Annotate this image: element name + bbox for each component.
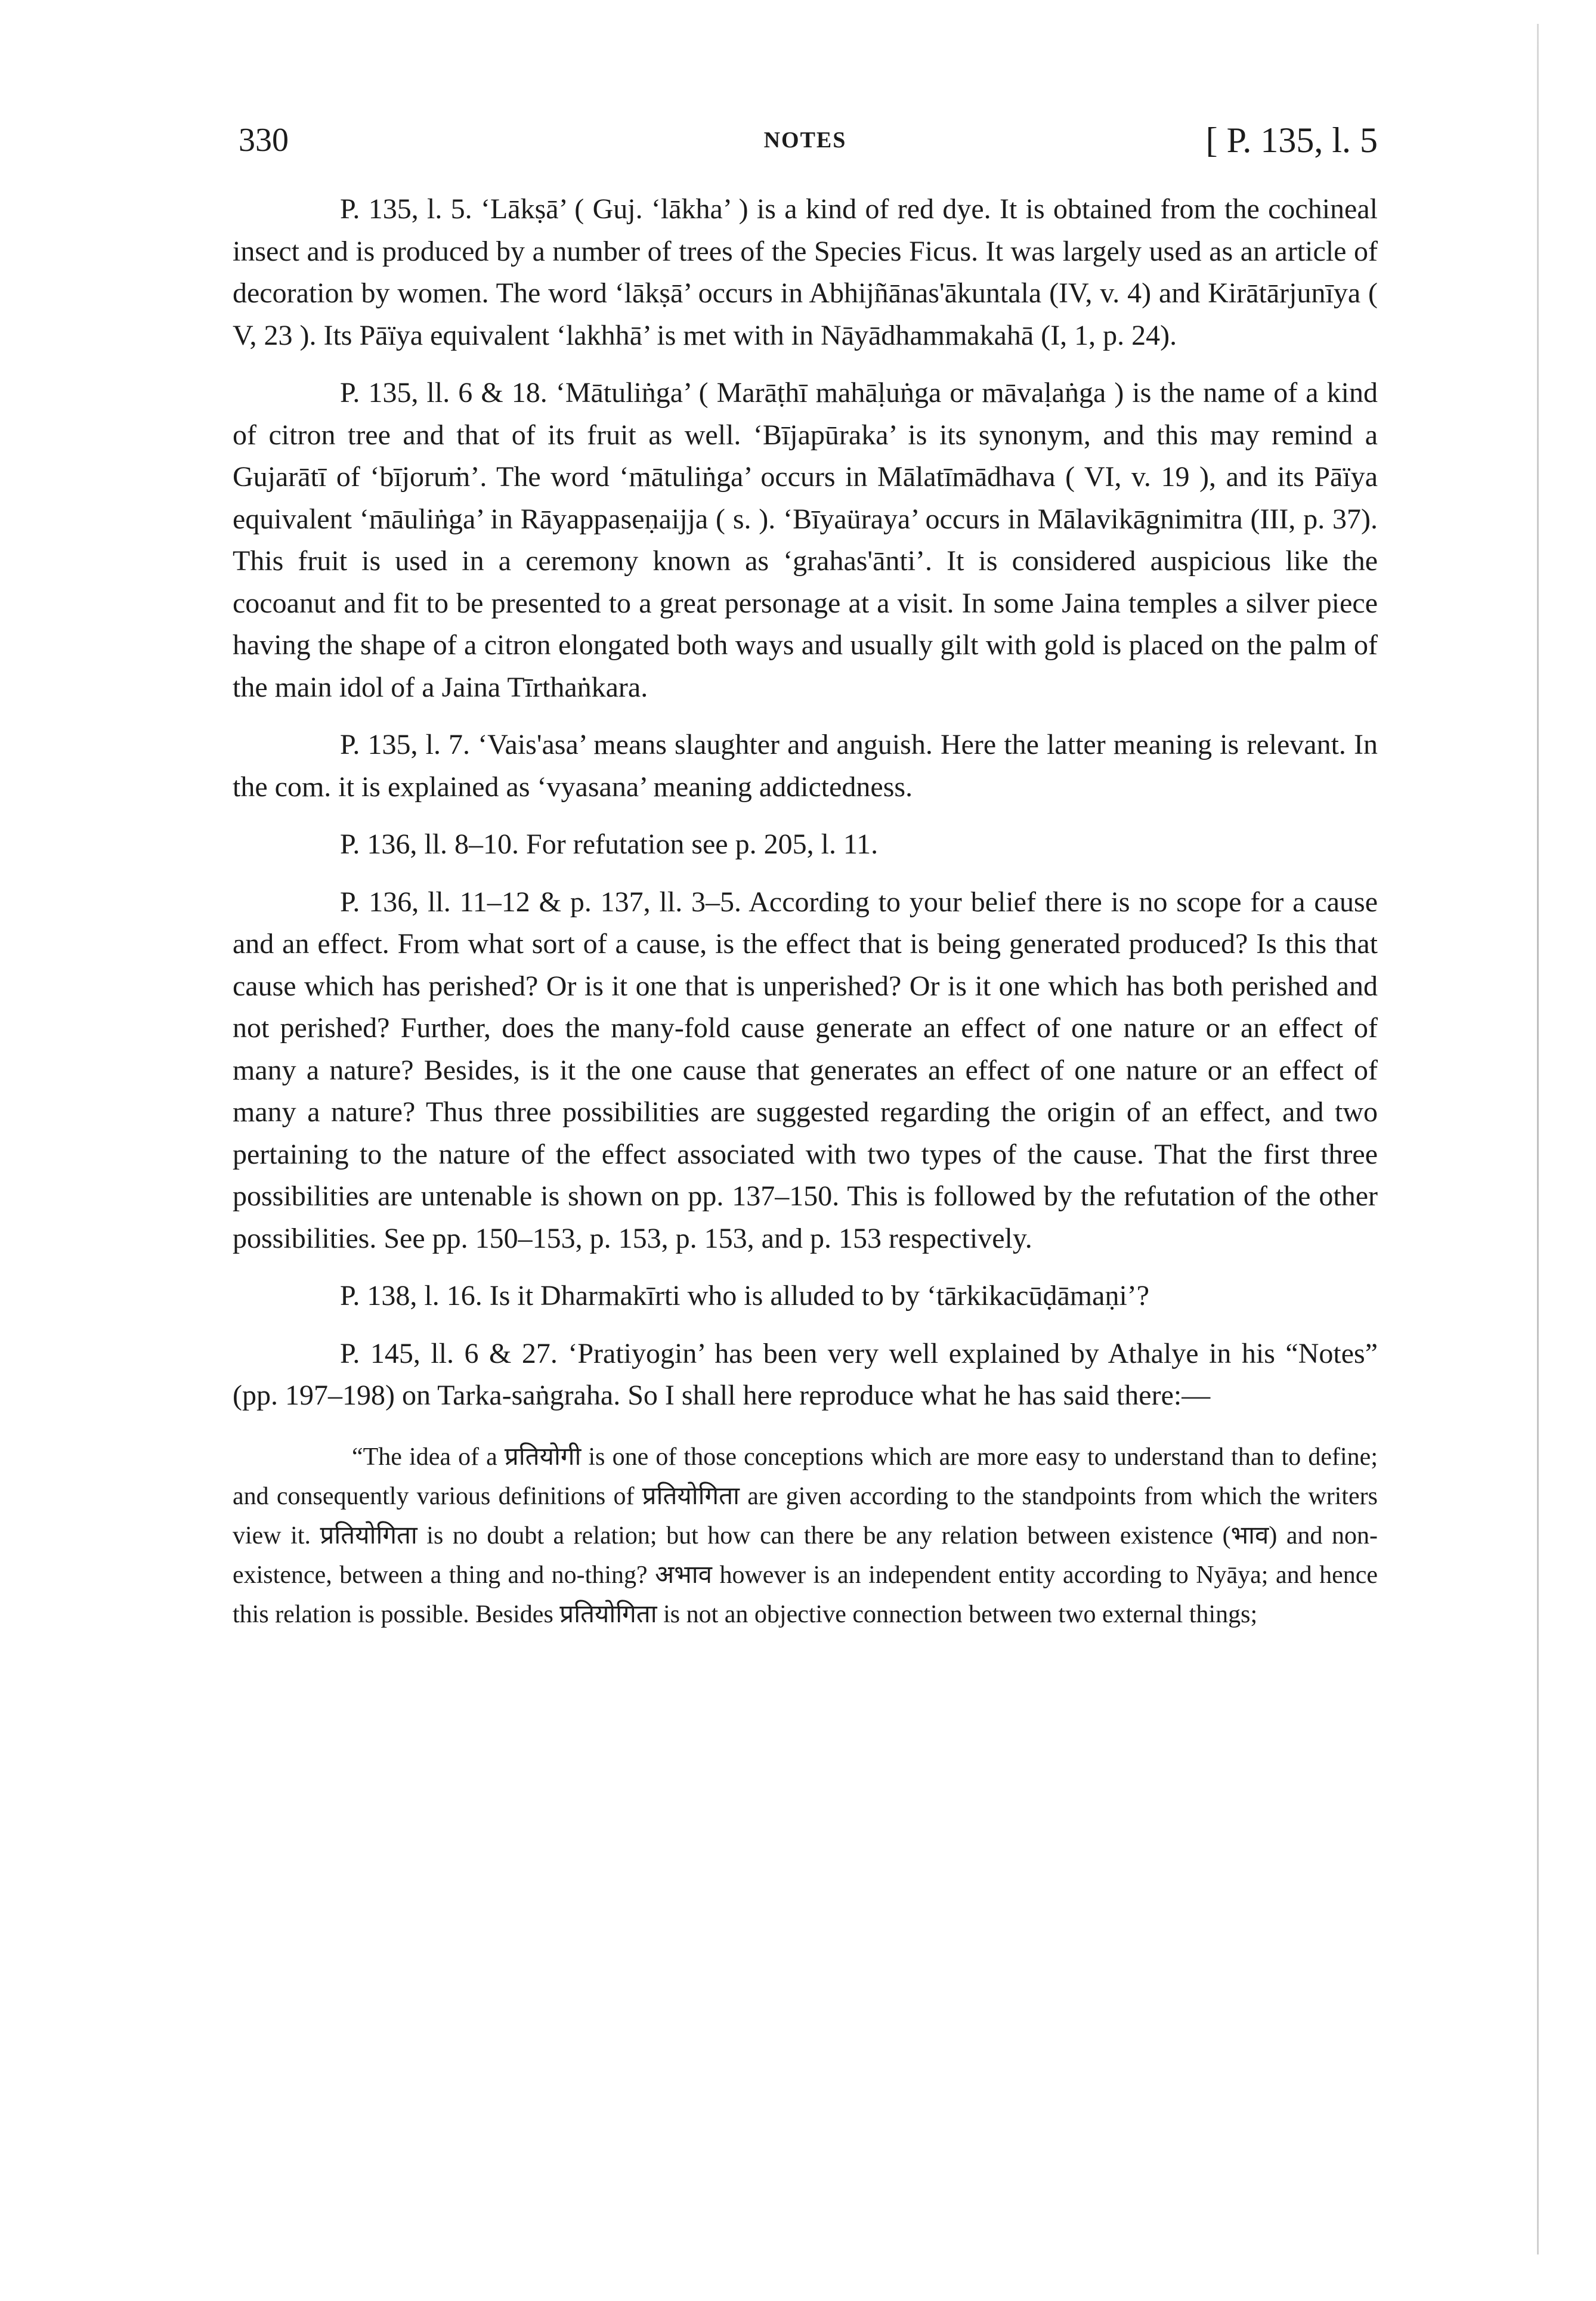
note-paragraph	[233, 882, 1378, 1260]
notes-body	[233, 188, 1378, 1634]
note-paragraph	[233, 1333, 1378, 1417]
scan-edge-line	[1537, 24, 1539, 2254]
note-reference: P. 135, ll. 6 & 18.	[340, 377, 548, 409]
note-text: According to your belief there is no scope for a cause and an effect. From what sort of a cause, is the effect that is being generated produced? Is this that cause which has perished? Or is it one that is unperished? Or is it one which has both perished and not perished? Further, does the many-fold cause generate an effect of one nature or an effect of many a nature? Besides, is it the one cause that generates an effect of one nature or an effect of many a nature? Thus three possibilities are suggested regarding the origin of an effect, and two pertaining to the nature of the effect associated with two types of the cause. That the first three possibilities are untenable is shown on pp. 137–150. This is followed by the refutation of the other possibilities. See pp. 150–153, p. 153, p. 153, and p. 153 respectively.	[233, 886, 1378, 1254]
note-paragraph	[233, 724, 1378, 808]
note-paragraph	[233, 824, 1378, 866]
note-reference: P. 135, l. 5.	[340, 193, 472, 225]
note-reference: P. 145, ll. 6 & 27.	[340, 1337, 558, 1369]
note-text: ‘Lākṣā’ ( Guj. ‘lākha’ ) is a kind of red dye. It is obtained from the cochineal insect and is produced by a number of trees of the Species Ficus. It was largely used as an article of decoration by women. The word ‘lākṣā’ occurs in Abhijñānas'ākuntala (IV, v. 4) and Kirātārjunīya ( V, 23 ). Its Pāïya equivalent ‘lakhhā’ is met with in Nāyādhammakahā (I, 1, p. 24).	[233, 193, 1378, 351]
note-text: Is it Dharmakīrti who is alluded to by ‘tārkikacūḍāmaṇi’?	[489, 1280, 1150, 1312]
note-text: ‘Mātuliṅga’ ( Marāṭhī mahāḷuṅga or māvaḷaṅga ) is the name of a kind of citron tree and that of its fruit as well. ‘Bījapūraka’ is its synonym, and this may remind a Gujarātī of ‘bījoruṁ’. The word ‘mātuliṅga’ occurs in Mālatīmādhava ( VI, v. 19 ), and its Pāïya equivalent ‘māuliṅga’ in Rāyappaseṇaijja ( s. ). ‘Bīyaüraya’ occurs in Mālavikāgnimitra (III, p. 37). This fruit is used in a ceremony known as ‘grahas'ānti’. It is considered auspicious like the cocoanut and fit to be presented to a great personage at a visit. In some Jaina temples a silver piece having the shape of a citron elongated both ways and usually gilt with gold is placed on the palm of the main idol of a Jaina Tīrthaṅkara.	[233, 377, 1378, 703]
page-number: 330	[239, 122, 289, 159]
note-reference: P. 136, ll. 11–12 & p. 137, ll. 3–5.	[340, 886, 742, 918]
note-text: ‘Pratiyogin’ has been very well explained by Athalye in his “Notes” (pp. 197–198) on Tarka-saṅgraha. So I shall here reproduce what he has said there:—	[233, 1337, 1378, 1411]
block-quote: “The idea of a प्रतियोगी is one of those conceptions which are more easy to understand than to define; and consequently various definitions of प्रतियोगिता are given according to the standpoints from which the writers view it. प्रतियोगिता is no doubt a relation; but how can there be any relation between existence (भाव) and non-existence, between a thing and no-thing? अभाव however is an independent entity according to Nyāya; and hence this relation is possible. Besides प्रतियोगिता is not an objective connection between two external things;	[233, 1443, 1378, 1628]
note-paragraph	[233, 1275, 1378, 1317]
note-reference: P. 135, l. 7.	[340, 729, 471, 760]
document-page	[233, 113, 1378, 1634]
note-paragraph	[233, 188, 1378, 357]
note-reference: P. 136, ll. 8–10.	[340, 828, 519, 860]
running-title: NOTES	[763, 128, 847, 153]
running-header	[233, 113, 1378, 167]
note-paragraph	[233, 372, 1378, 709]
note-reference: P. 138, l. 16.	[340, 1280, 482, 1312]
section-reference: [ P. 135, l. 5	[1205, 120, 1378, 160]
note-text: For refutation see p. 205, l. 11.	[526, 828, 879, 860]
note-text: ‘Vais'asa’ means slaughter and anguish. Here the latter meaning is relevant. In the com. it is explained as ‘vyasana’ meaning addictedness.	[233, 729, 1378, 803]
